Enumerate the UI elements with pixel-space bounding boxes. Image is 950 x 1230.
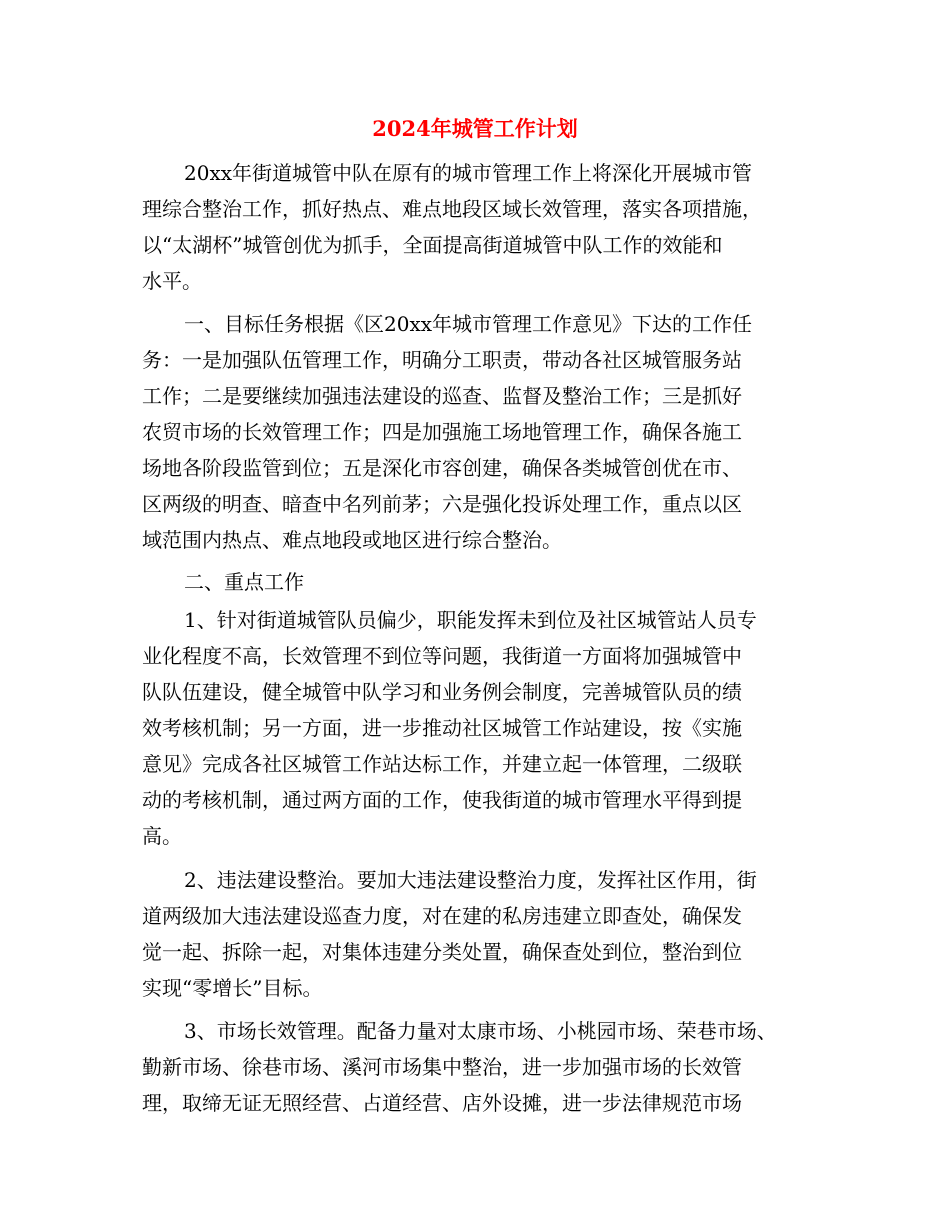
text-line: 队队伍建设，健全城管中队学习和业务例会制度，完善城管队员的绩 — [142, 680, 742, 704]
text-line: 域范围内热点、难点地段或地区进行综合整治。 — [142, 528, 562, 552]
text-line: 20xx年街道城管中队在原有的城市管理工作上将深化开展城市管 — [184, 161, 753, 185]
text-line: 勤新市场、徐巷市场、溪河市场集中整治，进一步加强市场的长效管 — [142, 1055, 742, 1079]
text-line: 理综合整治工作，抓好热点、难点地段区域长效管理，落实各项措施， — [142, 197, 762, 221]
text-line: 理，取缔无证无照经营、占道经营、店外设摊，进一步法律规范市场 — [142, 1091, 742, 1115]
text-line: 场地各阶段监管到位；五是深化市容创建，确保各类城管创优在市、 — [142, 456, 742, 480]
text-line: 水平。 — [142, 269, 202, 293]
text-line: 2、违法建设整治。要加大违法建设整治力度，发挥社区作用，街 — [184, 868, 757, 892]
text-line: 高。 — [142, 824, 182, 848]
text-line: 务：一是加强队伍管理工作，明确分工职责，带动各社区城管服务站 — [142, 348, 742, 372]
text-line: 区两级的明查、暗查中名列前茅；六是强化投诉处理工作，重点以区 — [142, 492, 742, 516]
text-line: 业化程度不高，长效管理不到位等问题，我街道一方面将加强城管中 — [142, 644, 742, 668]
text-line: 道两级加大违法建设巡查力度，对在建的私房违建立即查处，确保发 — [142, 904, 742, 928]
text-line: 工作；二是要继续加强违法建设的巡查、监督及整治工作；三是抓好 — [142, 384, 742, 408]
text-line: 农贸市场的长效管理工作；四是加强施工场地管理工作，确保各施工 — [142, 420, 742, 444]
text-line: 动的考核机制，通过两方面的工作，使我街道的城市管理水平得到提 — [142, 788, 742, 812]
text-line: 以“太湖杯”城管创优为抓手，全面提高街道城管中队工作的效能和 — [142, 233, 723, 257]
text-line: 1、针对街道城管队员偏少，职能发挥未到位及社区城管站人员专 — [184, 608, 757, 632]
text-line: 实现“零增长”目标。 — [142, 976, 323, 1000]
text-line: 觉一起、拆除一起，对集体违建分类处置，确保查处到位，整治到位 — [142, 940, 742, 964]
text-line: 3、市场长效管理。配备力量对太康市场、小桃园市场、荣巷市场、 — [184, 1019, 777, 1043]
text-line: 意见》完成各社区城管工作站达标工作，并建立起一体管理，二级联 — [142, 752, 742, 776]
section-heading: 二、重点工作 — [184, 570, 304, 594]
document-title: 2024年城管工作计划 — [372, 116, 578, 141]
text-line: 一、目标任务根据《区20xx年城市管理工作意见》下达的工作任 — [184, 312, 753, 336]
text-line: 效考核机制；另一方面，进一步推动社区城管工作站建设，按《实施 — [142, 716, 742, 740]
